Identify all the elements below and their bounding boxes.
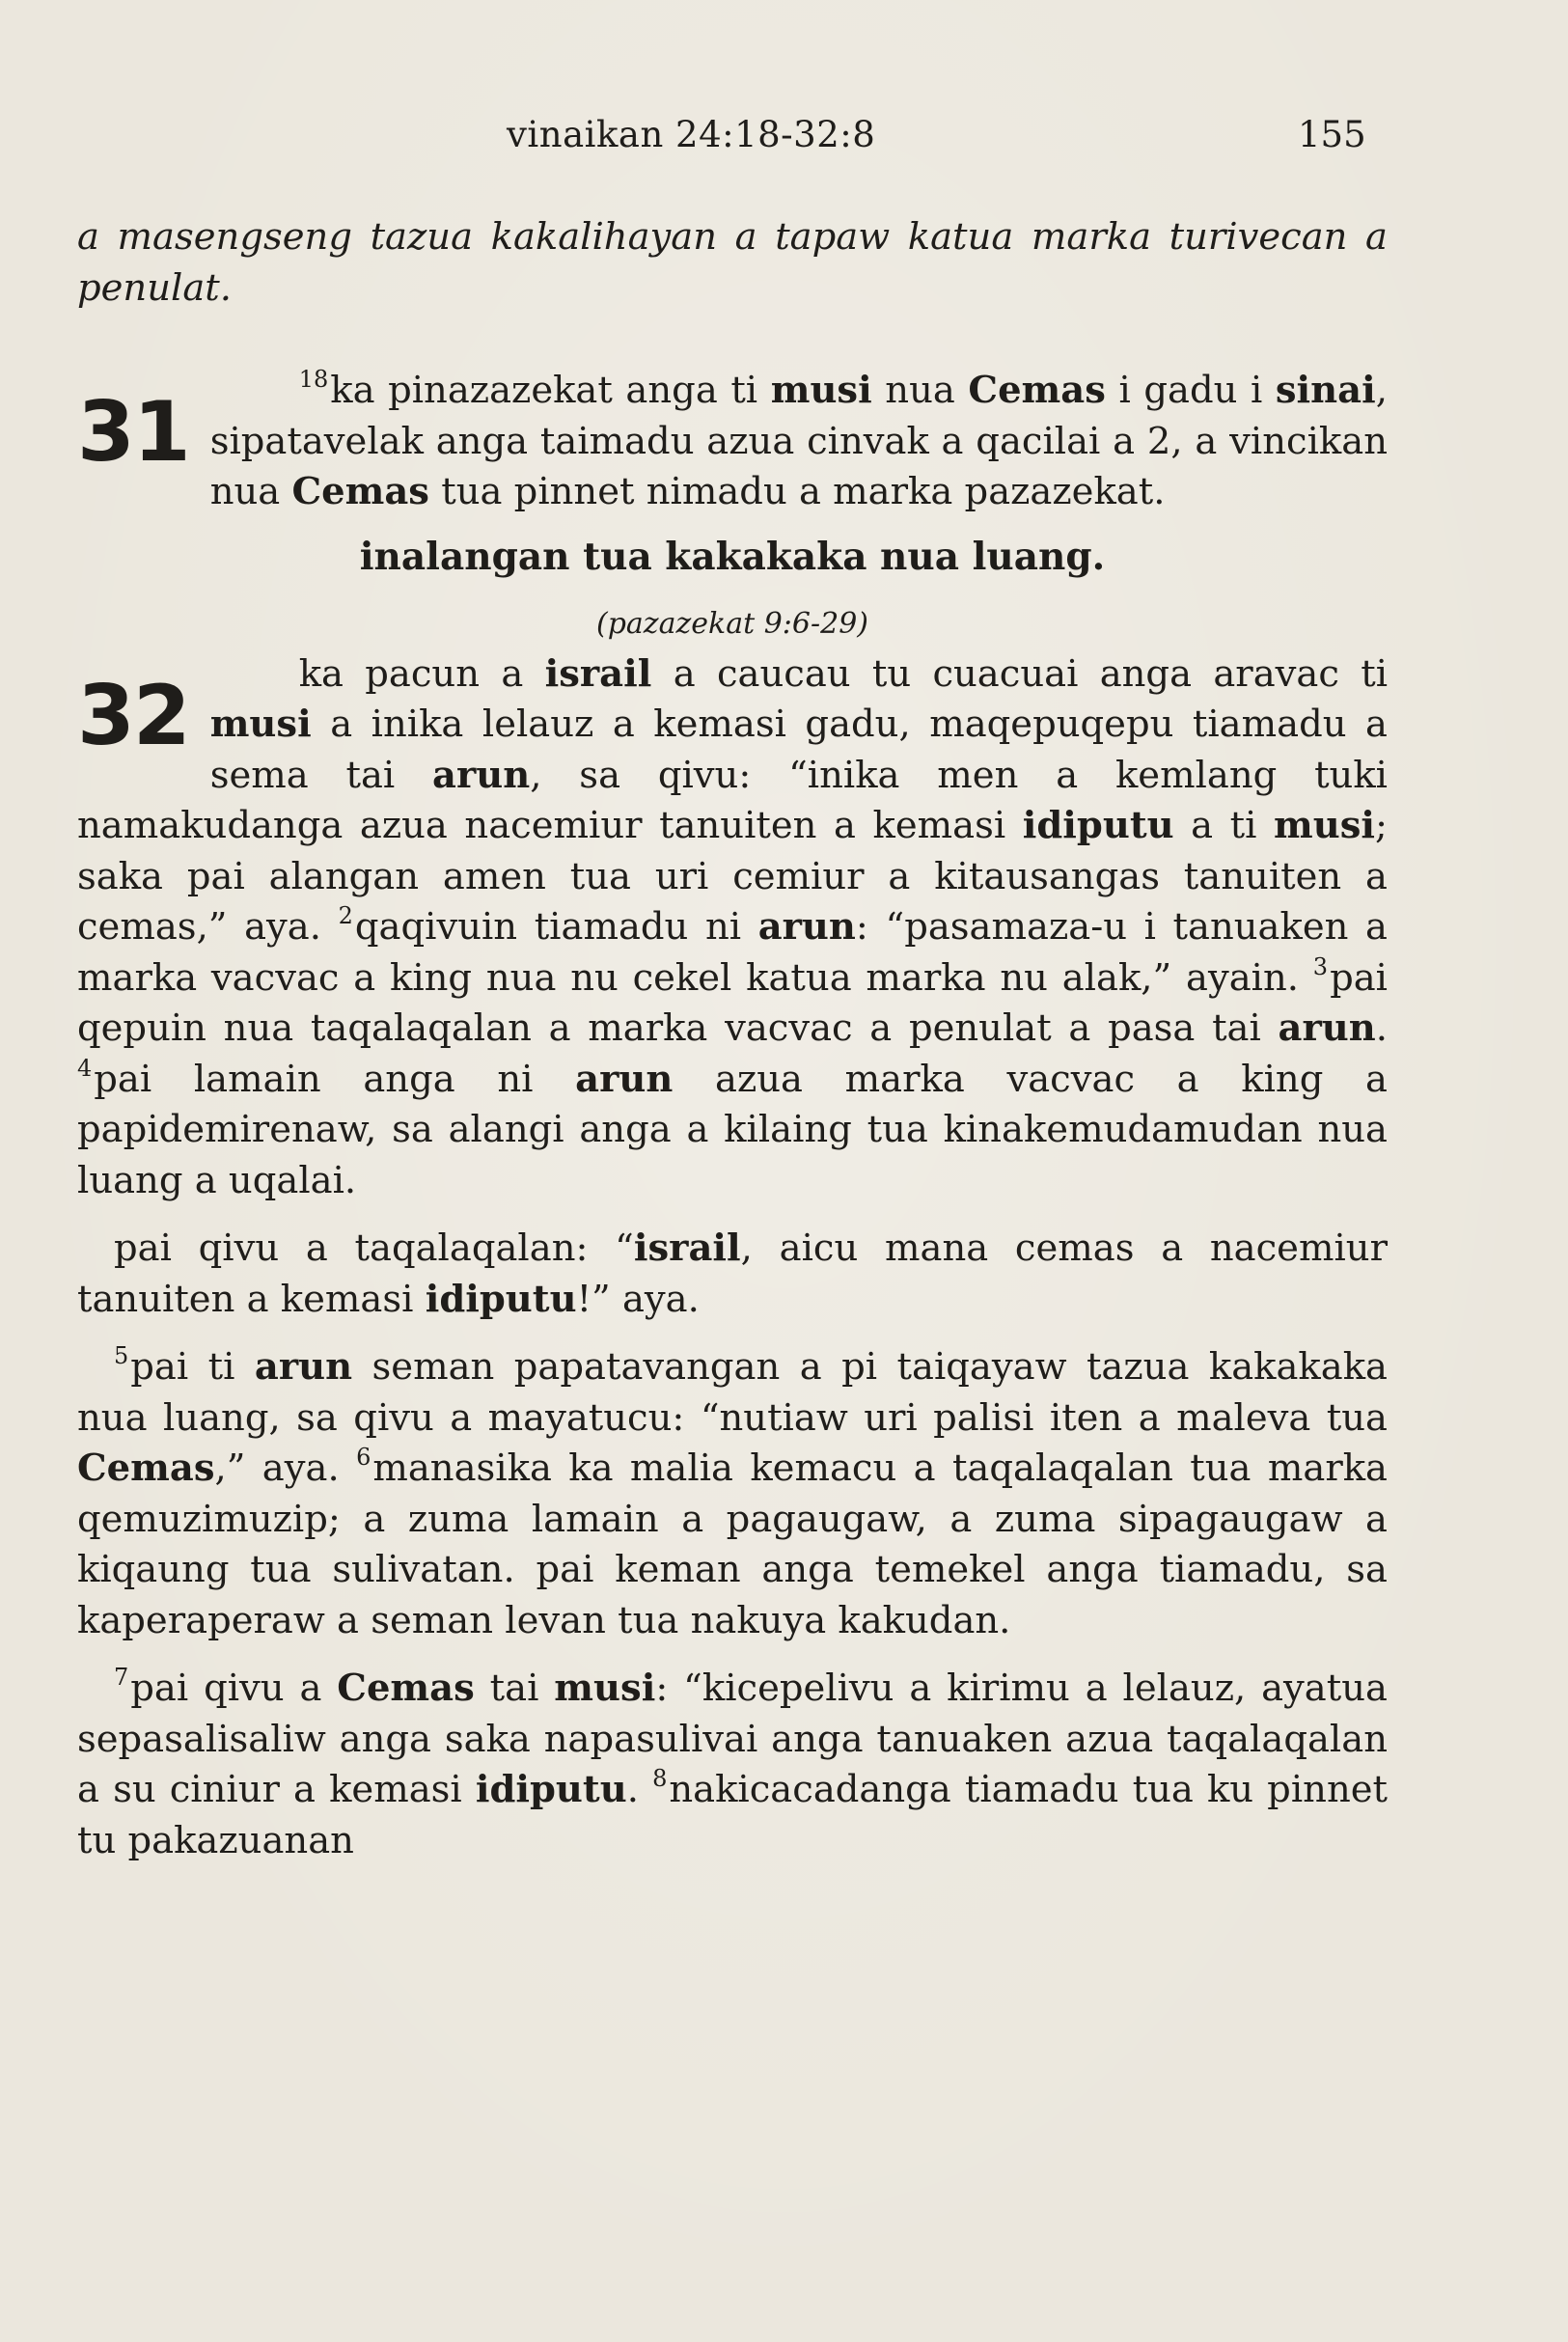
bold-term: israil xyxy=(633,1226,741,1270)
text-run: pai qivu a xyxy=(130,1667,338,1710)
text-run: : “kicepelivu a kirimu a lelauz, ayatua sepasalisaliw anga saka napasulivai anga tanuaken azua taqalaqalan a su ciniur a kemasi xyxy=(77,1667,1388,1811)
bold-term: sinai xyxy=(1275,369,1376,412)
text-run: pai lamain anga ni xyxy=(94,1057,576,1101)
bold-term: musi xyxy=(770,369,872,412)
section-reference: (pazazekat 9:6-29) xyxy=(596,606,868,641)
verse-number: 2 xyxy=(338,902,353,929)
chapter-number-31: 31 xyxy=(77,384,189,481)
text-run: , sipatavelak anga taimadu azua cinvak a qacilai a 2, a vincikan nua xyxy=(209,369,1388,513)
bold-term: idiputu xyxy=(1022,804,1174,847)
bold-term: idiputu xyxy=(475,1768,627,1811)
bold-term: arun xyxy=(432,753,531,797)
text-run: !” aya. xyxy=(576,1277,700,1321)
text-run: tai xyxy=(474,1667,555,1710)
bold-term: Cemas xyxy=(337,1667,475,1710)
bold-term: Cemas xyxy=(968,369,1106,412)
text-run: pai qivu a taqalaqalan: “ xyxy=(114,1226,634,1270)
text-run: a inika lelauz a kemasi gadu, maqepuqepu tiamadu a sema tai xyxy=(209,703,1388,797)
bold-term: arun xyxy=(1278,1006,1376,1050)
paragraph xyxy=(77,1342,1388,1646)
text-run: manasika ka malia kemacu a taqalaqalan tua marka qemuzimuzip; a zuma lamain a pagaugaw, a zuma sipagaugaw a kiqaung tua sulivatan. pai keman anga temekel anga tiamadu, sa kaperaperaw a seman levan tua nakuya kakudan. xyxy=(77,1447,1389,1642)
text-run: . xyxy=(1375,1006,1388,1050)
text-run: ka pinazazekat anga ti xyxy=(330,369,771,412)
chapter-32-paragraph xyxy=(77,649,1388,1207)
bold-term: Cemas xyxy=(77,1447,215,1490)
verse-number: 4 xyxy=(77,1054,93,1082)
text-run: nakicacadanga tiamadu tua ku pinnet tu pakazuanan xyxy=(77,1768,1388,1862)
bold-term: musi xyxy=(554,1667,656,1710)
paragraph xyxy=(77,1224,1388,1325)
verse-number: 8 xyxy=(652,1765,668,1792)
verse-number: 3 xyxy=(1312,952,1329,980)
intro-paragraph: a masengseng tazua kakalihayan a tapaw katua marka turivecan a penulat. xyxy=(77,215,1388,310)
text-run: ka pacun a xyxy=(298,651,545,696)
bold-term: arun xyxy=(575,1057,674,1101)
verse-number: 7 xyxy=(114,1664,129,1691)
text-run: azua marka vacvac a king a papidemirenaw, sa alangi anga a kilaing tua kinakemudamudan nua luang a uqalai. xyxy=(77,1057,1388,1202)
text-run: i gadu i xyxy=(1105,369,1276,412)
text-run: ; saka pai alangan amen tua uri cemiur a kitausangas tanuiten a cemas,” aya. xyxy=(77,804,1389,949)
chapter-31-paragraph xyxy=(77,366,1388,518)
spacer xyxy=(77,1206,1388,1224)
bold-term: Cemas xyxy=(291,470,429,513)
bold-term: musi xyxy=(209,703,312,746)
chapter-number-32: 32 xyxy=(77,667,189,764)
running-head: vinaikan 24:18-32:8 xyxy=(507,114,876,155)
text-run: qaqivuin tiamadu ni xyxy=(354,905,758,949)
bold-term: idiputu xyxy=(425,1277,577,1321)
text-run: ,” aya. xyxy=(214,1447,357,1490)
spacer xyxy=(77,1646,1388,1664)
bold-term: arun xyxy=(254,1345,353,1389)
verse-number: 6 xyxy=(356,1444,371,1471)
bold-term: israil xyxy=(544,651,652,696)
spacer xyxy=(77,1325,1388,1342)
text-run: a ti xyxy=(1173,804,1274,847)
body-text xyxy=(77,212,1388,1866)
text-run: nua xyxy=(871,369,969,412)
text-run: , aicu mana cemas a nacemiur tanuiten a kemasi xyxy=(77,1226,1388,1321)
text-run: a caucau tu cuacuai anga aravac ti xyxy=(651,651,1389,696)
text-run: pai qepuin nua taqalaqalan a marka vacvac a penulat a pasa tai xyxy=(77,955,1388,1050)
page-header xyxy=(0,114,1568,172)
section-heading: inalangan tua kakakaka nua luang. xyxy=(359,534,1106,579)
bold-term: arun xyxy=(757,905,856,949)
verse-number: 5 xyxy=(114,1342,129,1369)
text-run: . xyxy=(626,1768,653,1811)
text-run: , sa qivu: “inika men a kemlang tuki namakudanga azua nacemiur tanuiten a kemasi xyxy=(77,753,1388,847)
text-run: : “pasamaza-u i tanuaken a marka vacvac a king nua nu cekel katua marka nu alak,” ayain. xyxy=(77,905,1388,1000)
text-run: tua pinnet nimadu a marka pazazekat. xyxy=(428,470,1166,513)
text-run: seman papatavangan a pi taiqayaw tazua kakakaka nua luang, sa qivu a mayatucu: “nutiaw uri palisi iten a maleva tua xyxy=(77,1345,1388,1440)
bold-term: musi xyxy=(1274,804,1376,847)
text-run: pai ti xyxy=(130,1345,255,1389)
spacer xyxy=(77,314,1388,366)
verse-number: 18 xyxy=(298,366,329,393)
paragraph xyxy=(77,1664,1388,1866)
page-number: 155 xyxy=(1298,114,1366,155)
